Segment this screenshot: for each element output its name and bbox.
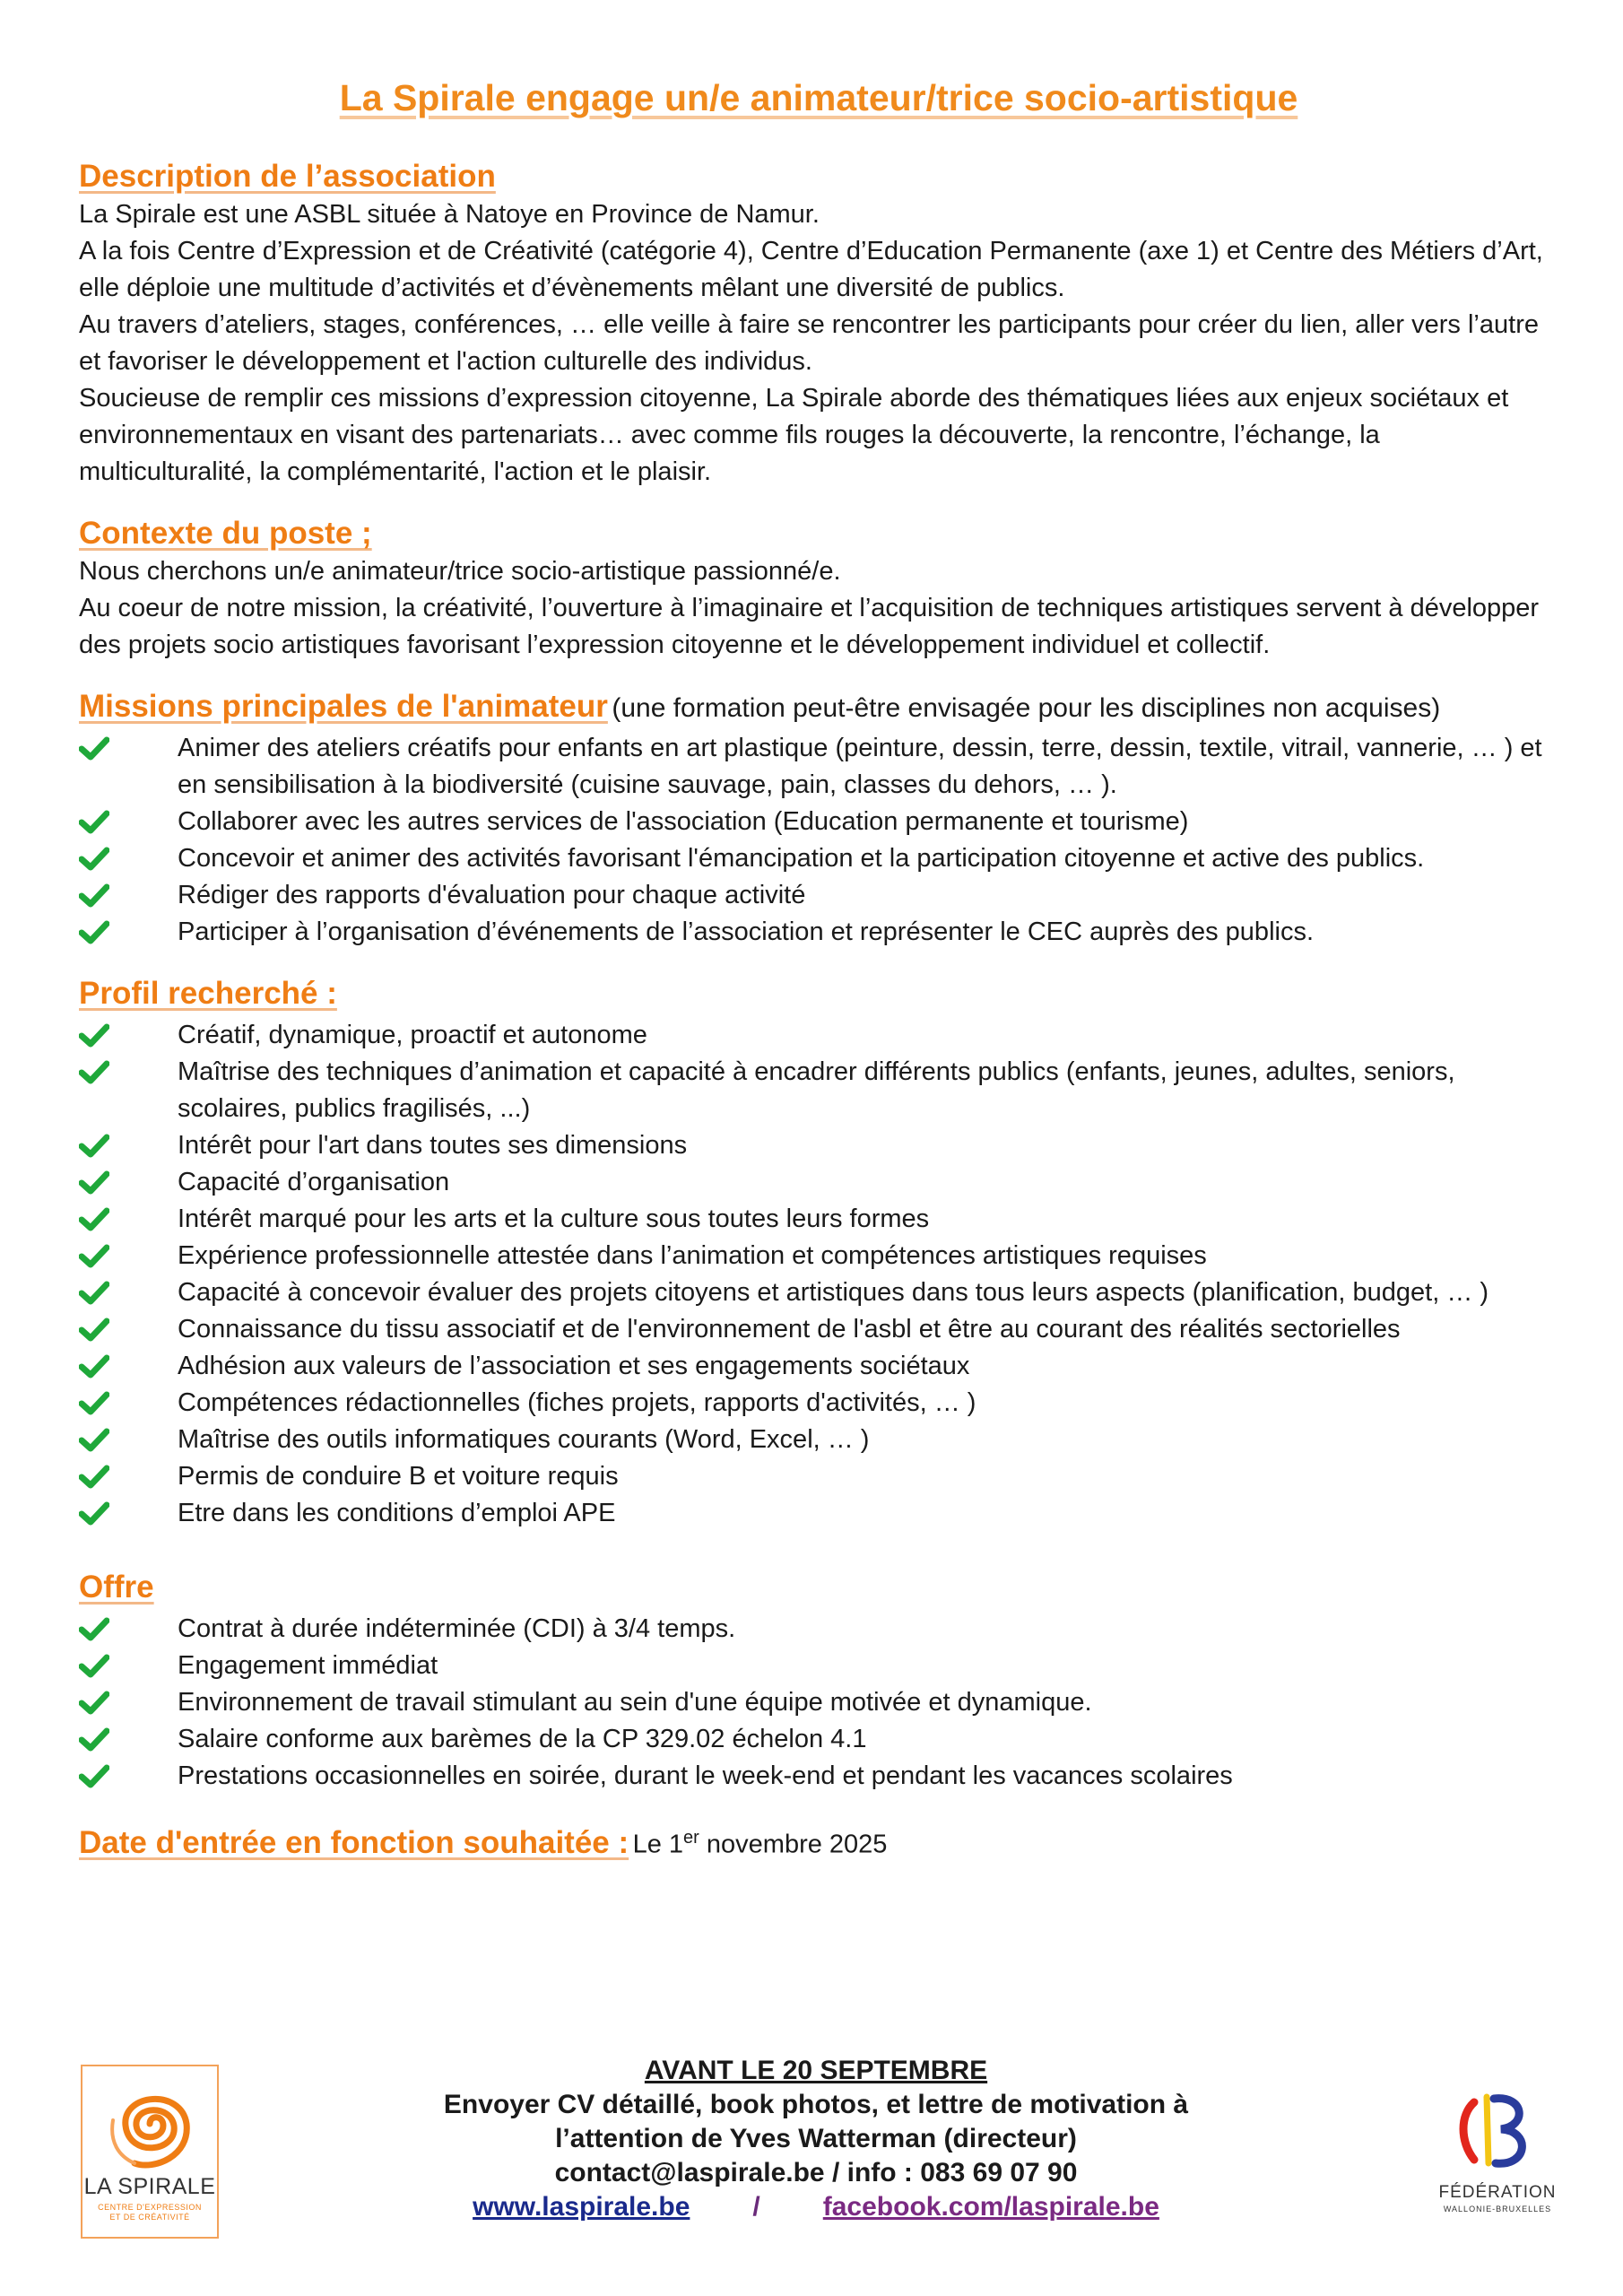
contexte-paragraph: Nous cherchons un/e animateur/trice socio-artistique passionné/e.: [79, 557, 841, 586]
website-link[interactable]: www.laspirale.be: [473, 2192, 690, 2222]
missions-note: (une formation peut-être envisagée pour les disciplines non acquises): [612, 693, 1441, 723]
list-item-text: Compétences rédactionnelles (fiches projets, rapports d'activités, … ): [178, 1388, 976, 1417]
checkmark-icon: [79, 1653, 109, 1678]
list-item: [79, 1017, 1558, 1054]
checkmark-icon: [79, 1353, 109, 1378]
list-item: [79, 1611, 1558, 1648]
checkmark-icon: [79, 1726, 109, 1752]
list-item-text: Rédiger des rapports d'évaluation pour chaque activité: [178, 881, 806, 909]
list-item: [79, 1422, 1558, 1458]
checkmark-icon: [79, 919, 109, 944]
start-date-suffix: novembre 2025: [699, 1831, 888, 1859]
footer: [0, 2054, 1623, 2260]
links-row: [323, 2190, 1309, 2224]
instructions-line: Envoyer CV détaillé, book photos, et lettre de motivation à: [443, 2090, 1189, 2119]
list-item: [79, 730, 1558, 804]
spiral-icon: [82, 2070, 217, 2178]
checkmark-icon: [79, 1464, 109, 1489]
start-date: [633, 1828, 888, 1860]
profil-heading: Profil recherché :: [79, 976, 337, 1011]
logo-subtitle: [82, 2203, 217, 2222]
checkmark-icon: [79, 1243, 109, 1268]
description-paragraph: Au travers d’ateliers, stages, conférences, … elle veille à faire se rencontrer les participants pour créer du lien, aller vers l’autre et favoriser le développement et l'action culturelle des individus.: [79, 310, 1539, 376]
list-item-text: Intérêt pour l'art dans toutes ses dimensions: [178, 1131, 688, 1160]
list-item-text: Capacité d’organisation: [178, 1168, 450, 1196]
checkmark-icon: [79, 1206, 109, 1231]
description-paragraph: A la fois Centre d’Expression et de Créativité (catégorie 4), Centre d’Education Permanente (axe 1) et Centre des Métiers d’Art, elle déploie une multitude d’activités et d’évènements mêlant une diversité de publics.: [79, 237, 1543, 302]
checkmark-icon: [79, 1616, 109, 1641]
list-item: [79, 877, 1558, 914]
links-separator: /: [752, 2192, 760, 2222]
checkmark-icon: [79, 883, 109, 908]
list-item-text: Collaborer avec les autres services de l'association (Education permanente et tourisme): [178, 807, 1189, 836]
list-item-text: Intérêt marqué pour les arts et la culture sous toutes leurs formes: [178, 1205, 930, 1233]
missions-heading-row: [79, 687, 1558, 726]
contexte-paragraph: Au coeur de notre mission, la créativité, l’ouverture à l’imaginaire et l’acquisition de techniques artistiques servent à développer des projets socio artistiques favorisant l’expression citoyenne et le développement individuel et collectif.: [79, 594, 1540, 659]
list-item-text: Engagement immédiat: [178, 1651, 438, 1680]
checkmark-icon: [79, 846, 109, 871]
fwb-line1: FÉDÉRATION: [1438, 2183, 1557, 2202]
list-item-text: Prestations occasionnelles en soirée, durant le week-end et pendant les vacances scolaires: [178, 1761, 1233, 1790]
list-item-text: Connaissance du tissu associatif et de l'environnement de l'asbl et être au courant des réalités sectorielles: [178, 1315, 1401, 1344]
description-paragraph: La Spirale est une ASBL située à Natoye en Province de Namur.: [79, 200, 820, 229]
logo-sub-line: CENTRE D'EXPRESSION: [98, 2203, 202, 2212]
list-item: [79, 1648, 1558, 1684]
contact-line: contact@laspirale.be / info : 083 69 07 90: [554, 2158, 1078, 2187]
list-item-text: Concevoir et animer des activités favorisant l'émancipation et la participation citoyenne et active des publics.: [178, 844, 1425, 873]
list-item-text: Permis de conduire B et voiture requis: [178, 1462, 619, 1491]
checkmark-icon: [79, 1317, 109, 1342]
list-item-text: Maîtrise des outils informatiques courants (Word, Excel, … ): [178, 1425, 870, 1454]
checkmark-icon: [79, 1170, 109, 1195]
list-item: [79, 1311, 1558, 1348]
list-item-text: Participer à l’organisation d’événements de l’association et représenter le CEC auprès des publics.: [178, 918, 1315, 946]
federation-wallonie-bruxelles-logo: [1435, 2090, 1560, 2233]
checkmark-icon: [79, 1690, 109, 1715]
list-item: [79, 1721, 1558, 1758]
missions-section: [79, 687, 1558, 951]
contexte-heading: Contexte du poste ;: [79, 516, 372, 551]
list-item: [79, 840, 1558, 877]
list-item: [79, 1127, 1558, 1164]
start-date-sup: er: [683, 1828, 699, 1848]
profil-section: [79, 974, 1558, 1532]
logo-sub-line: ET DE CRÉATIVITÉ: [109, 2213, 190, 2222]
checkmark-icon: [79, 809, 109, 834]
list-item-text: Salaire conforme aux barèmes de la CP 329.02 échelon 4.1: [178, 1725, 867, 1753]
list-item: [79, 1758, 1558, 1795]
list-item-text: Adhésion aux valeurs de l’association et ses engagements sociétaux: [178, 1352, 970, 1380]
list-item: [79, 1238, 1558, 1274]
list-item: [79, 1495, 1558, 1532]
la-spirale-logo: [81, 2065, 219, 2239]
list-item: [79, 914, 1558, 951]
checkmark-icon: [79, 1390, 109, 1415]
description-paragraph: Soucieuse de remplir ces missions d’expression citoyenne, La Spirale aborde des thématiques liées aux enjeux sociétaux et environnementaux en visant des partenariats… avec comme fils rouges la découverte, la rencontre, l’échange, la multiculturalité, la complémentarité, l'action et le plaisir.: [79, 384, 1509, 486]
logo-brand: LA SPIRALE: [83, 2174, 216, 2199]
missions-list: [79, 730, 1558, 951]
facebook-link[interactable]: facebook.com/laspirale.be: [822, 2192, 1159, 2222]
checkmark-icon: [79, 1763, 109, 1788]
list-item: [79, 1684, 1558, 1721]
checkmark-icon: [79, 1427, 109, 1452]
instructions-line: l’attention de Yves Watterman (directeur): [555, 2124, 1077, 2153]
start-date-prefix: Le 1: [632, 1831, 684, 1859]
job-offer-page: [79, 77, 1558, 1863]
list-item-text: Etre dans les conditions d’emploi APE: [178, 1499, 616, 1527]
list-item: [79, 1458, 1558, 1495]
list-item: [79, 1201, 1558, 1238]
missions-heading: Missions principales de l'animateur: [79, 689, 608, 724]
list-item: [79, 1348, 1558, 1385]
list-item: [79, 1164, 1558, 1201]
list-item: [79, 1054, 1558, 1127]
list-item-text: Capacité à concevoir évaluer des projets citoyens et artistiques dans tous leurs aspects (planification, budget, … ): [178, 1278, 1489, 1307]
list-item-text: Contrat à durée indéterminée (CDI) à 3/4 temps.: [178, 1614, 736, 1643]
checkmark-icon: [79, 735, 109, 761]
list-item: [79, 804, 1558, 840]
checkmark-icon: [79, 1500, 109, 1526]
application-info: [323, 2054, 1309, 2224]
checkmark-icon: [79, 1133, 109, 1158]
list-item: [79, 1385, 1558, 1422]
date-heading: Date d'entrée en fonction souhaitée :: [79, 1825, 629, 1860]
fwb-line2: WALLONIE-BRUXELLES: [1443, 2205, 1552, 2213]
list-item-text: Environnement de travail stimulant au sein d'une équipe motivée et dynamique.: [178, 1688, 1092, 1717]
checkmark-icon: [79, 1059, 109, 1084]
description-heading: Description de l’association: [79, 159, 496, 194]
list-item-text: Maîtrise des techniques d’animation et capacité à encadrer différents publics (enfants, jeunes, adultes, seniors, scolaires, publics fragilisés, ...): [178, 1057, 1455, 1123]
checkmark-icon: [79, 1280, 109, 1305]
profil-list: [79, 1017, 1558, 1532]
list-item-text: Expérience professionnelle attestée dans l’animation et compétences artistiques requises: [178, 1241, 1207, 1270]
contexte-section: [79, 514, 1558, 664]
offre-list: [79, 1611, 1558, 1795]
offre-heading: Offre: [79, 1570, 154, 1605]
offre-section: [79, 1568, 1558, 1795]
date-section: [79, 1823, 1558, 1863]
list-item-text: Animer des ateliers créatifs pour enfants en art plastique (peinture, dessin, terre, dessin, textile, vitrail, vannerie, … ) et en sensibilisation à la biodiversité (cuisine sauvage, pain, classes du dehors, … ).: [178, 734, 1542, 799]
description-section: [79, 157, 1558, 491]
fwb-icon: [1435, 2090, 1560, 2179]
page-title: La Spirale engage un/e animateur/trice socio-artistique: [339, 77, 1298, 118]
checkmark-icon: [79, 1022, 109, 1048]
deadline: AVANT LE 20 SEPTEMBRE: [644, 2056, 988, 2085]
list-item: [79, 1274, 1558, 1311]
list-item-text: Créatif, dynamique, proactif et autonome: [178, 1021, 647, 1049]
